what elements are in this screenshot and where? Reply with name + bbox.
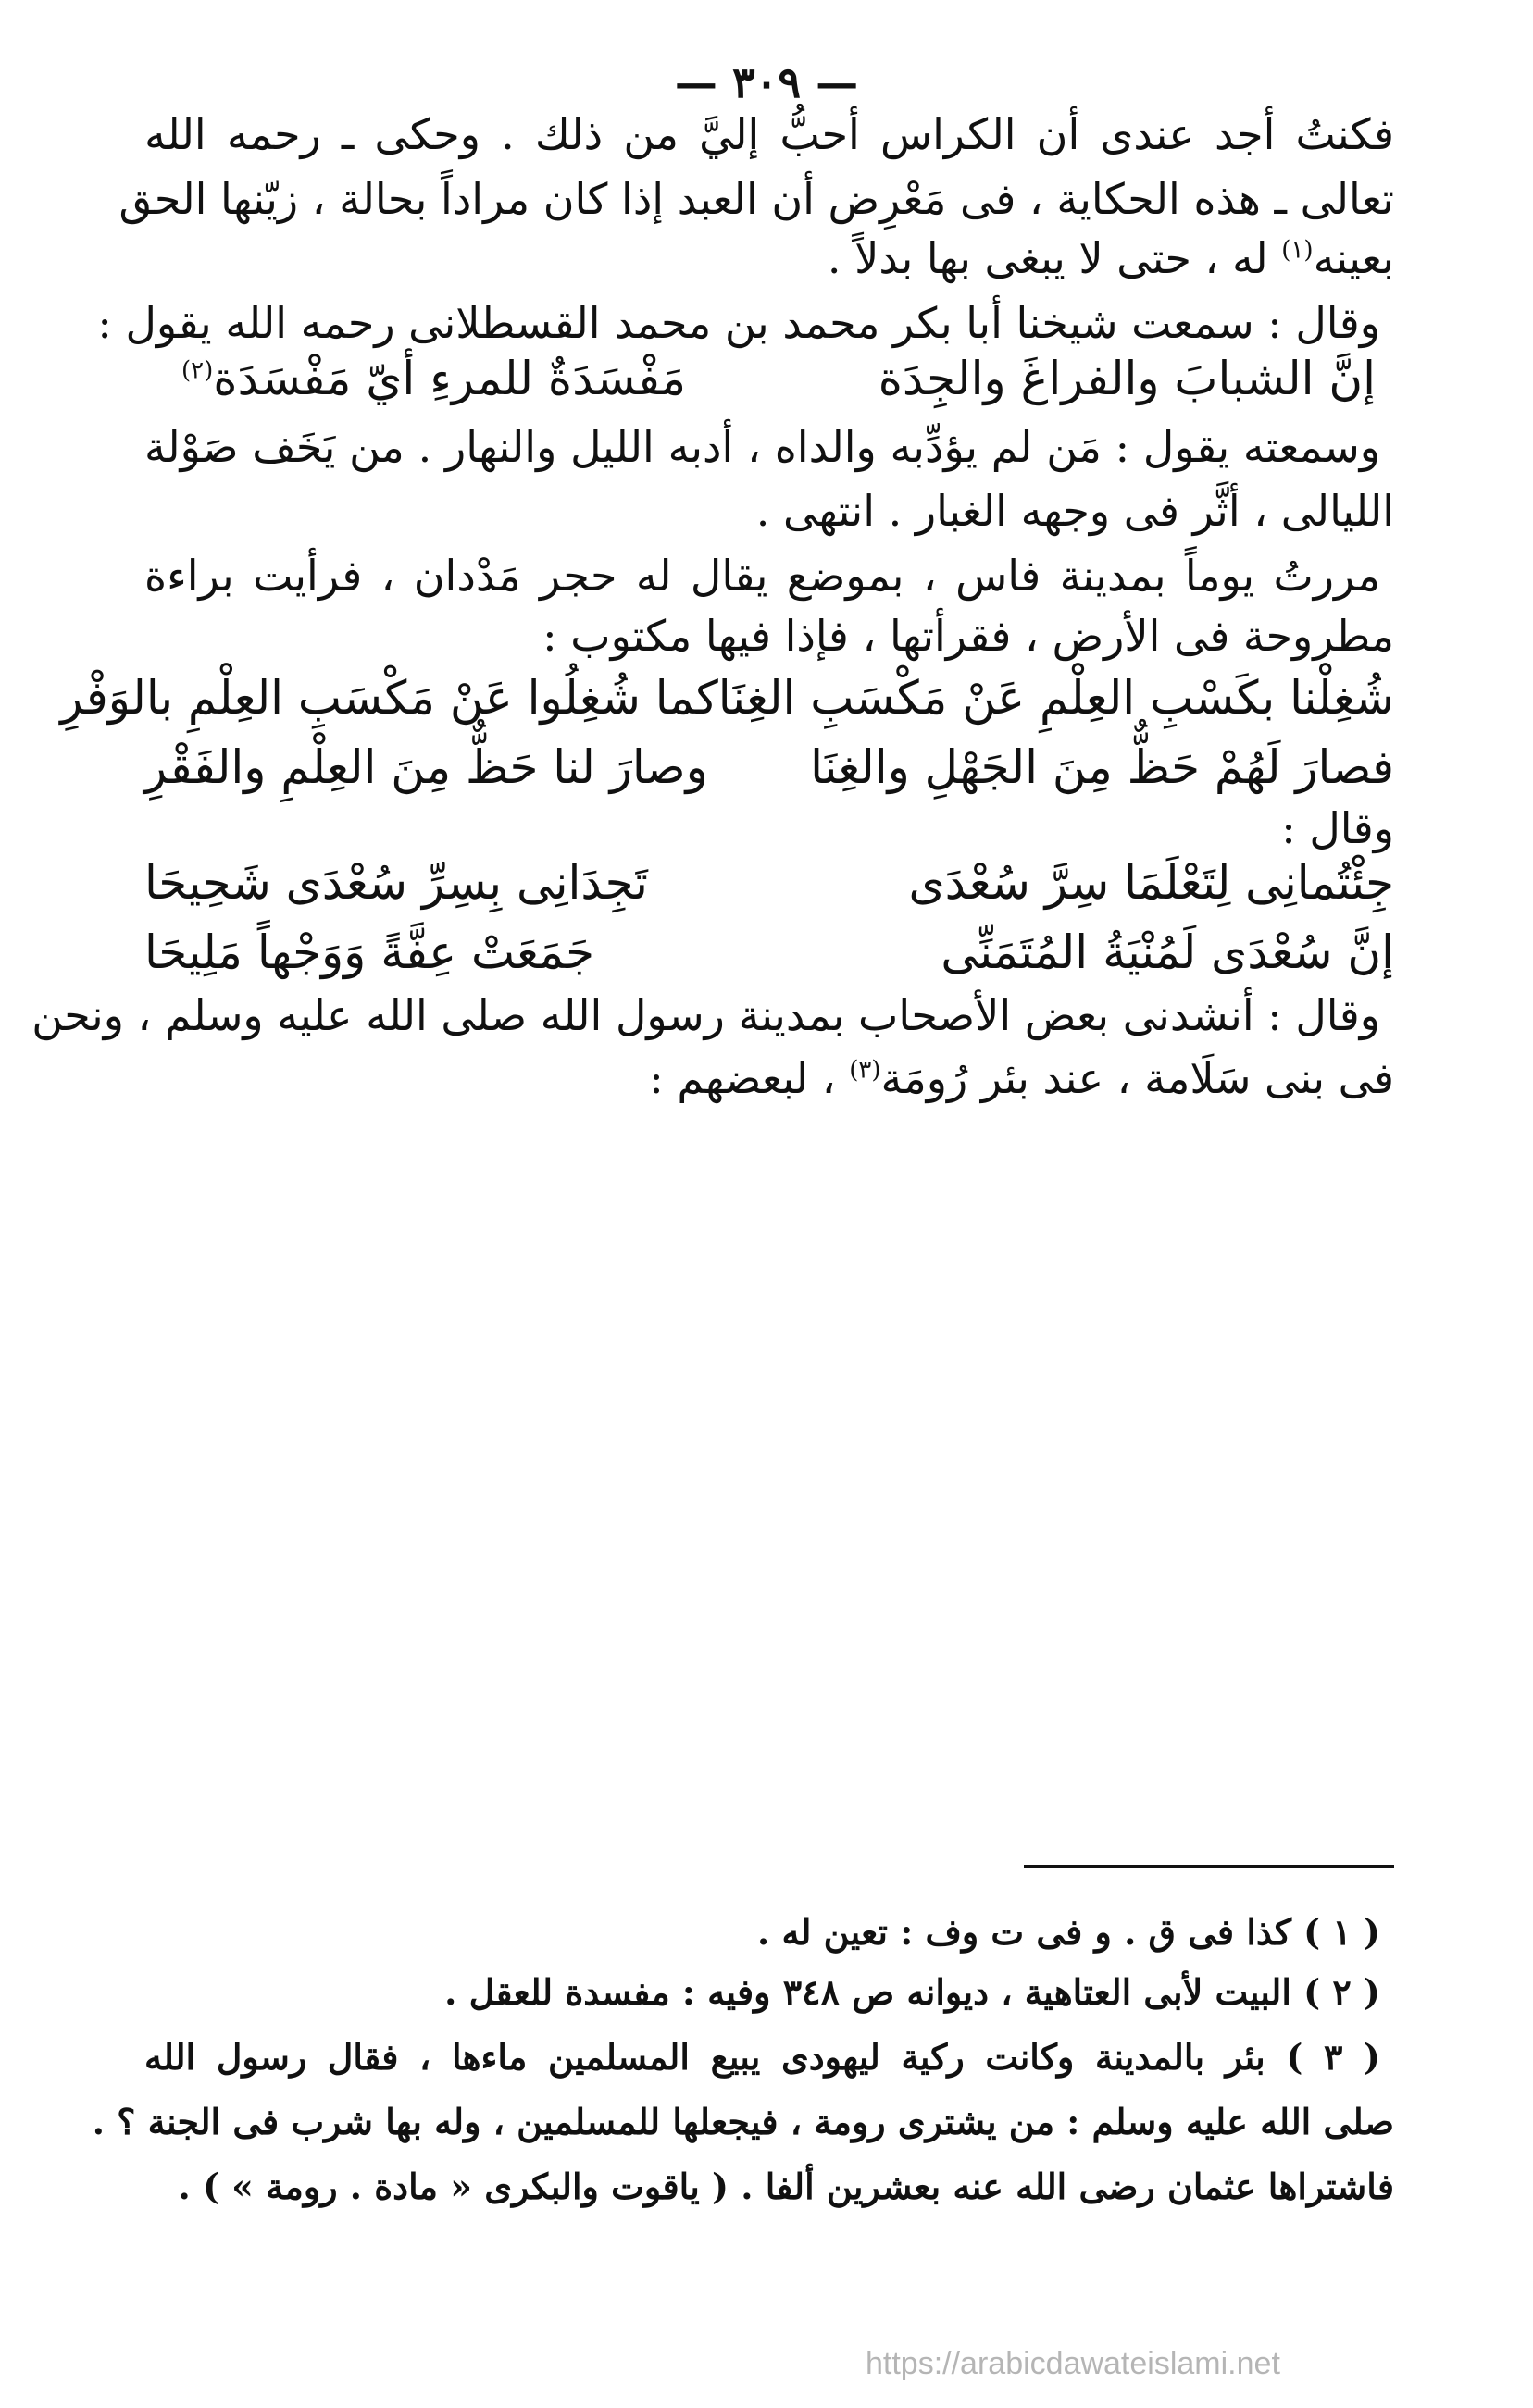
verse-5: [144, 925, 1394, 979]
page-number: — ٣٠٩ —: [674, 57, 859, 107]
body-line-1: فكنتُ أجد عندى أن الكراس أحبُّ إليَّ من ذلك . وحكى ـ رحمه الله: [144, 109, 1394, 159]
footnote-3-line-2: صلى الله عليه وسلم : من يشترى رومة ، فيجعلها للمسلمين ، وله بها شرب فى الجنة ؟ .: [92, 2101, 1394, 2142]
body-line-2: تعالى ـ هذه الحكاية ، فى مَعْرِض أن العبد إذا كان مراداً بحالة ، زيّنها الحق: [118, 174, 1394, 224]
verse-4-first-hemistich: جِئْتُمانِى لِتَعْلَمَا سِرَّ سُعْدَى: [908, 856, 1394, 910]
body-line-5: وسمعته يقول : مَن لم يؤدِّبه والداه ، أدبه الليل والنهار . من يَخَف صَوْلة: [144, 422, 1380, 472]
body-line-4: وقال : سمعت شيخنا أبا بكر محمد بن محمد القسطلانى رحمه الله يقول :: [97, 298, 1380, 348]
footnote-2: ( ٢ ) البيت لأبى العتاهية ، ديوانه ص ٣٤٨ وفيه : مفسدة للعقل .: [444, 1971, 1380, 2013]
verse-1: [181, 352, 1376, 405]
verse-5-first-hemistich: إنَّ سُعْدَى لَمُنْيَةُ المُتَمَنِّى: [941, 925, 1394, 979]
footnote-ref-2: (٢): [181, 356, 214, 385]
body-line-8: مطروحة فى الأرض ، فقرأتها ، فإذا فيها مكتوب :: [542, 611, 1394, 661]
footnote-3-line-3: فاشتراها عثمان رضى الله عنه بعشرين ألفا . ( ياقوت والبكرى « مادة . رومة » ) .: [178, 2166, 1394, 2207]
verse-1-second-hemistich: [181, 352, 686, 405]
verse-2: [60, 671, 1394, 725]
body-line-11: [144, 1053, 1394, 1103]
verse-2-second-hemistich: كما شُغِلُوا عَنْ مَكْسَبِ العِلْمِ بالوَفْرِ: [60, 671, 718, 725]
footnote-ref-1: (١): [1281, 236, 1314, 265]
verse-4: [144, 856, 1394, 910]
body-line-11-end: ، لبعضهم :: [649, 1053, 850, 1103]
body-line-3-end: له ، حتى لا يبغى بها بدلاً .: [827, 233, 1282, 283]
body-line-6: الليالى ، أثَّر فى وجهه الغبار . انتهى .: [755, 486, 1394, 536]
body-line-7: مررتُ يوماً بمدينة فاس ، بموضع يقال له حجر مَدْدان ، فرأيت براءة: [144, 551, 1380, 601]
verse-2-first-hemistich: شُغِلْنا بكَسْبِ العِلْمِ عَنْ مَكْسَبِ الغِنَا: [717, 671, 1394, 725]
body-line-9: وقال :: [1281, 803, 1394, 853]
footnote-3-line-1: ( ٣ ) بئر بالمدينة وكانت ركية ليهودى يبيع المسلمين ماءها ، فقال رسول الله: [144, 2036, 1380, 2078]
footnote-1: ( ١ ) كذا فى ق . و فى ت وف : تعين له .: [757, 1911, 1380, 1953]
verse-5-second-hemistich: جَمَعَتْ عِفَّةً وَوَجْهاً مَلِيحَا: [144, 925, 595, 979]
body-line-3-start: بعينه: [1313, 233, 1394, 283]
verse-1-first-hemistich: إنَّ الشبابَ والفراغَ والجِدَة: [878, 352, 1376, 405]
verse-3: [144, 740, 1394, 794]
verse-4-second-hemistich: تَجِدَانِى بِسِرِّ سُعْدَى شَحِيحَا: [144, 856, 648, 910]
website-watermark: https://arabicdawateislami.net: [866, 2346, 1280, 2381]
verse-3-second-hemistich: وصارَ لنا حَظٌّ مِنَ العِلْمِ والفَقْرِ: [144, 740, 708, 794]
body-line-11-start: فى بنى سَلَامة ، عند بئر رُومَة: [880, 1053, 1394, 1103]
body-line-10: وقال : أنشدنى بعض الأصحاب بمدينة رسول الله صلى الله عليه وسلم ، ونحن: [31, 990, 1380, 1040]
footnote-ref-3: (٣): [849, 1056, 881, 1085]
body-line-3: [144, 233, 1394, 283]
verse-1-second-text: مَفْسَدَةٌ للمرءِ أيّ مَفْسَدَة: [213, 352, 687, 405]
verse-3-first-hemistich: فصارَ لَهُمْ حَظٌّ مِنَ الجَهْلِ والغِنَا: [810, 740, 1394, 794]
footnote-separator: [1024, 1865, 1394, 1868]
